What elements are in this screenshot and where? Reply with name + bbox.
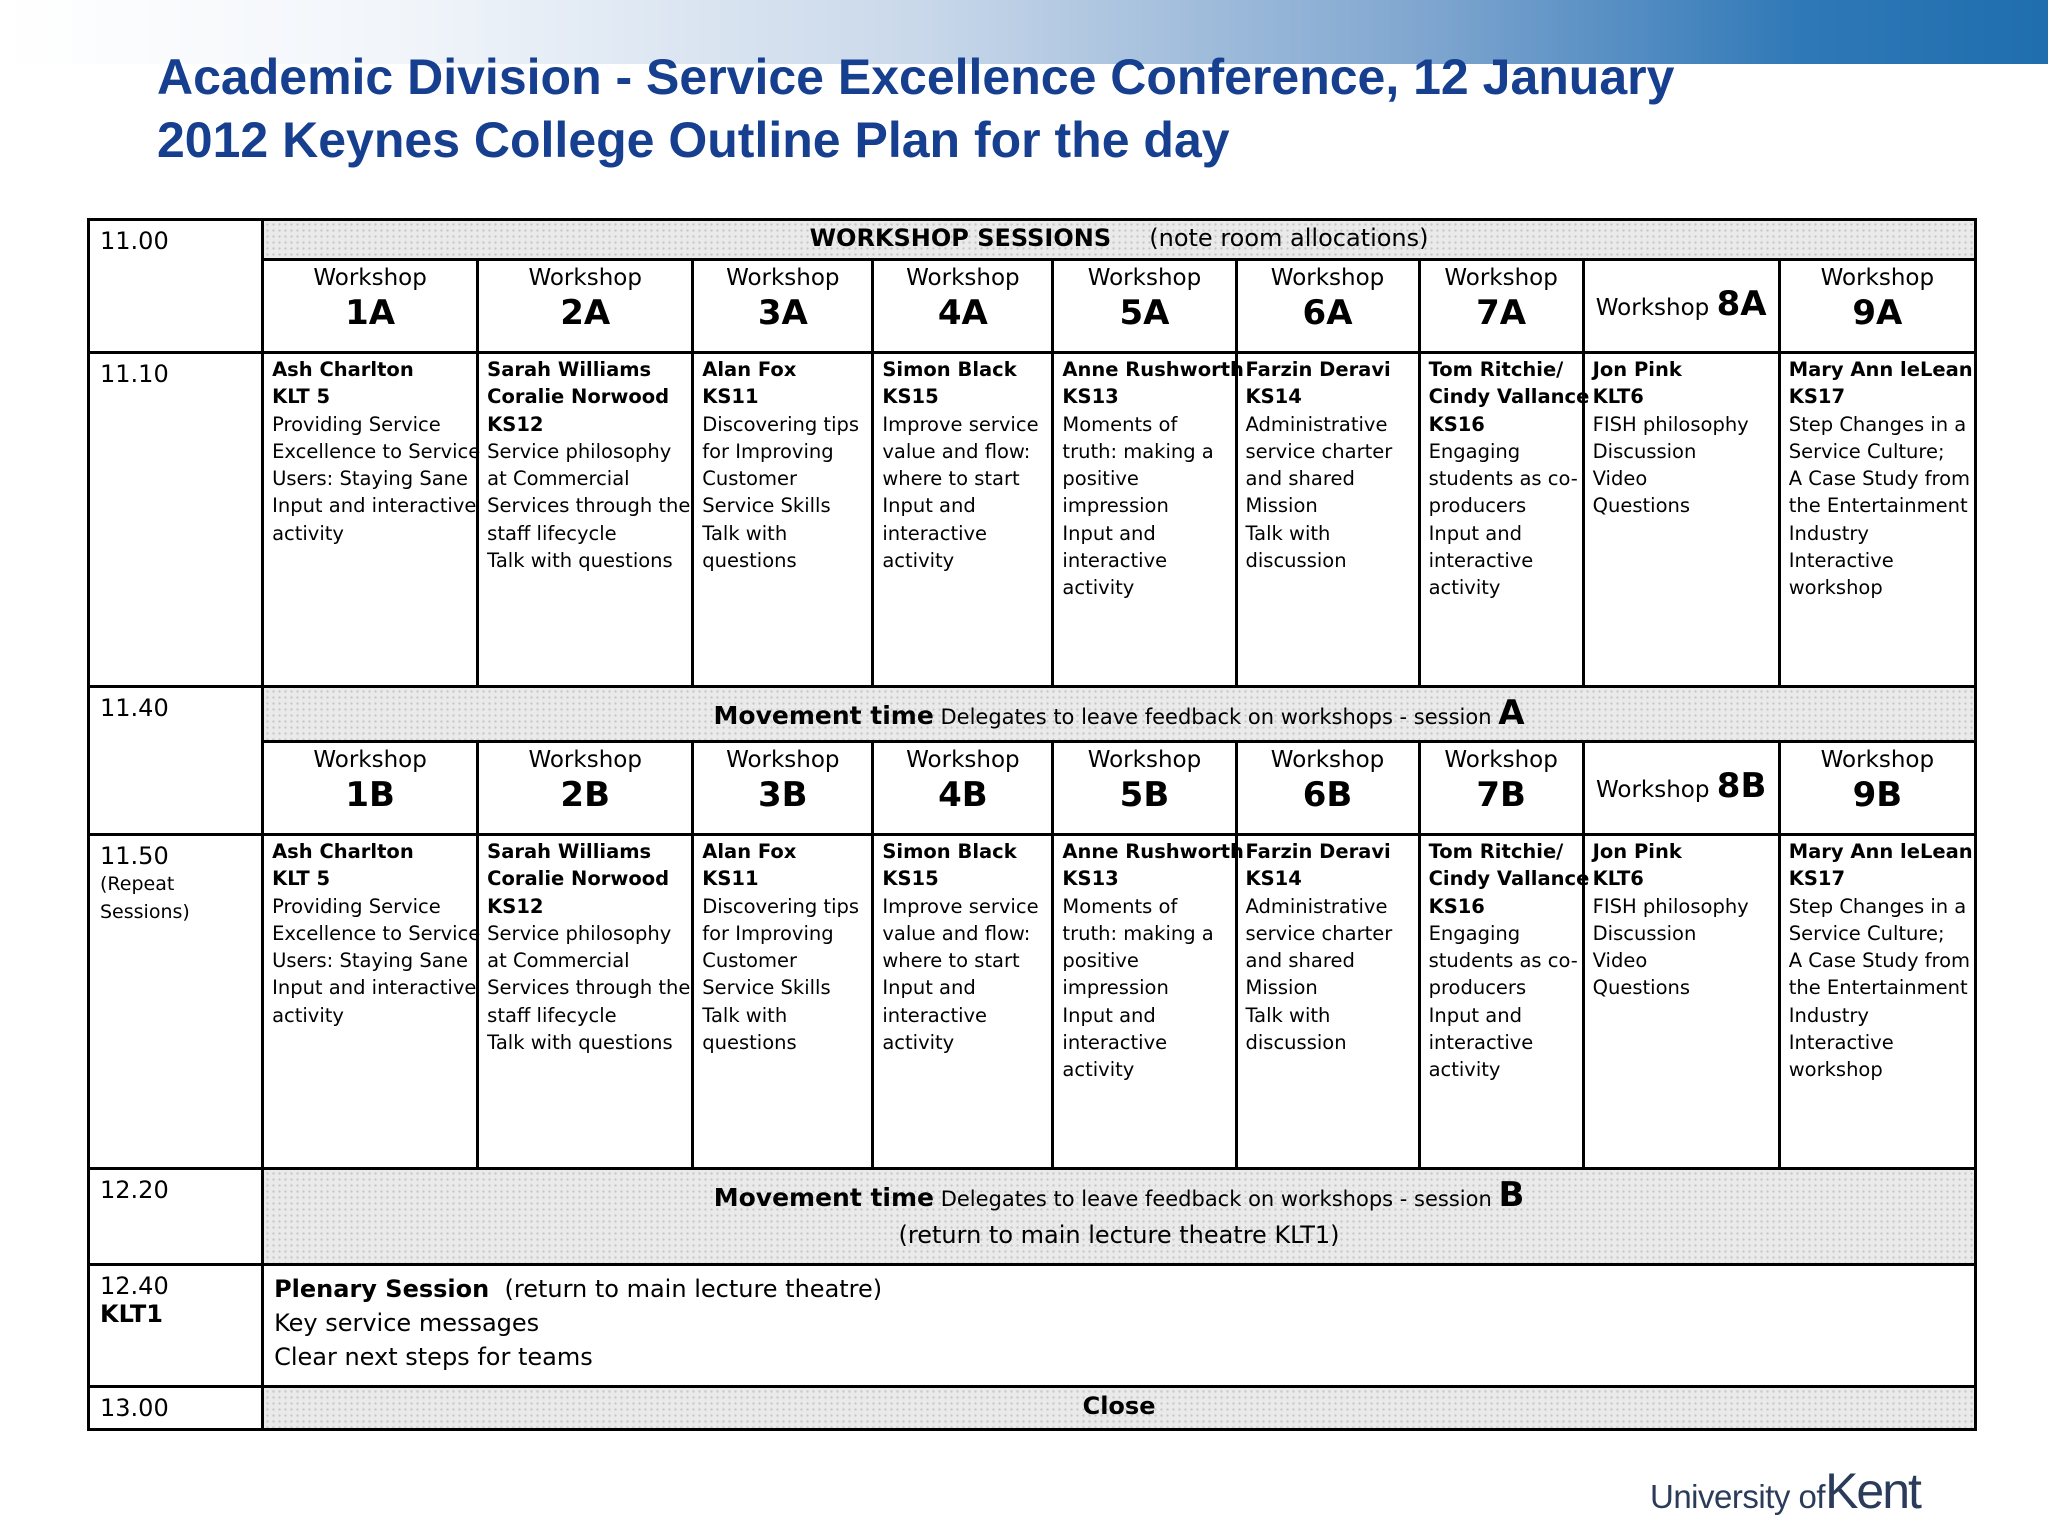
session-description-line: the Entertainment <box>1788 494 1968 518</box>
session-description-line: Input and interactive <box>272 494 477 518</box>
movement-banner-b <box>263 1169 1976 1265</box>
workshop-label: Workshop <box>1270 265 1385 291</box>
room-code: KS12 <box>487 894 544 918</box>
session-description-line: Talk with <box>702 521 788 545</box>
session-description-line: Input and <box>882 494 976 518</box>
session-cell <box>1583 353 1779 687</box>
session-description-line: Input and <box>1062 521 1156 545</box>
session-description-line: activity <box>1062 1058 1135 1082</box>
workshop-label: Workshop <box>1087 265 1202 291</box>
speaker-name: Alan Fox <box>702 840 797 863</box>
session-description-line: Interactive <box>1788 1031 1894 1055</box>
return-note: (return to main lecture theatre KLT1) <box>898 1221 1340 1249</box>
room-code: KS11 <box>702 385 759 409</box>
workshop-code: 2A <box>560 293 611 333</box>
session-description-line: Interactive <box>1788 549 1894 573</box>
workshop-header-cell <box>693 260 873 353</box>
session-description-line: Discussion <box>1592 921 1697 945</box>
workshop-code: 5B <box>1119 775 1170 815</box>
close-label: Close <box>1082 1392 1156 1420</box>
session-description-line: interactive <box>882 1003 988 1027</box>
session-description-line: Administrative <box>1245 412 1388 436</box>
session-description-line: activity <box>1428 576 1501 600</box>
university-of-kent-logo <box>1650 1462 1960 1518</box>
workshop-code: 2B <box>560 775 610 815</box>
session-description-line: Input and <box>882 976 976 1000</box>
session-description-line: Talk with <box>1245 1003 1331 1027</box>
workshop-code: 3B <box>758 775 808 815</box>
room-code: KS17 <box>1788 867 1846 891</box>
session-description-line: and shared <box>1245 949 1355 973</box>
session-description-line: Providing Service <box>272 894 441 918</box>
speaker-name: Anne Rushworth <box>1062 358 1244 381</box>
session-cell <box>693 353 873 687</box>
session-description-line: Input and <box>1428 521 1522 545</box>
session-description-line: impression <box>1062 976 1169 1000</box>
room-code: KS16 <box>1428 894 1485 918</box>
session-description-line: Mission <box>1245 976 1318 1000</box>
time-label: 12.40 <box>100 1272 169 1300</box>
workshop-label: Workshop <box>1820 265 1935 291</box>
workshop-label: Workshop <box>726 265 840 291</box>
table-row <box>89 353 1976 687</box>
session-description-line: producers <box>1428 494 1527 518</box>
session-description-line: at Commercial <box>487 467 630 491</box>
session-description-line: Step Changes in a <box>1788 412 1967 436</box>
workshop-header-cell <box>1583 260 1779 353</box>
session-description-line: staff lifecycle <box>487 1003 617 1027</box>
workshop-code: 1A <box>345 293 396 333</box>
table-row <box>89 260 1976 353</box>
table-row <box>89 687 1976 742</box>
session-description-line: Questions <box>1592 494 1691 518</box>
session-description-line: Service Skills <box>702 494 831 518</box>
session-description-line: activity <box>1428 1058 1501 1082</box>
table-row <box>89 1169 1976 1265</box>
session-description-line: Service philosophy <box>487 921 672 945</box>
session-cell <box>873 835 1053 1169</box>
session-description-line: staff lifecycle <box>487 521 617 545</box>
room-code: Cindy Vallance <box>1428 867 1590 891</box>
time-label: 12.20 <box>100 1176 169 1204</box>
session-description-line: Video <box>1592 949 1648 973</box>
session-cell <box>1419 353 1590 687</box>
session-cell <box>263 353 481 687</box>
workshop-header-cell <box>693 742 873 835</box>
workshop-code: 7B <box>1476 775 1526 815</box>
time-label: 13.00 <box>100 1394 169 1422</box>
room-code: KS13 <box>1062 385 1119 409</box>
table-row <box>89 1387 1976 1430</box>
table-row <box>89 835 1976 1169</box>
session-description-line: Administrative <box>1245 894 1388 918</box>
session-description-line: for Improving <box>702 921 834 945</box>
session-description-line: Input and <box>1062 1003 1156 1027</box>
session-description-line: discussion <box>1245 549 1347 573</box>
time-label: 11.50 <box>100 842 169 870</box>
time-cell <box>89 687 263 835</box>
session-description-line: interactive <box>1428 1031 1534 1055</box>
room-code: KS14 <box>1245 867 1302 891</box>
workshop-header-cell <box>478 260 693 353</box>
workshop-header-cell <box>1236 742 1419 835</box>
workshop-label: Workshop <box>1270 747 1385 773</box>
speaker-name: Mary Ann leLean <box>1788 358 1973 381</box>
session-description-line: Step Changes in a <box>1788 894 1967 918</box>
workshop-code: 9B <box>1852 775 1903 815</box>
room-code: KS11 <box>702 867 759 891</box>
session-cell <box>693 835 873 1169</box>
session-description-line: Service philosophy <box>487 439 672 463</box>
movement-label: Movement time <box>713 701 934 730</box>
session-description-line: for Improving <box>702 439 834 463</box>
session-description-line: Services through the <box>487 494 691 518</box>
movement-banner-a <box>263 687 1976 742</box>
session-description-line: Services through the <box>487 976 691 1000</box>
workshop-heading-inline <box>1585 743 1778 833</box>
session-description-line: truth: making a <box>1062 439 1214 463</box>
room-code: KS13 <box>1062 867 1119 891</box>
session-description-line: Discovering tips <box>702 412 860 436</box>
time-cell <box>89 1387 263 1430</box>
speaker-name: Anne Rushworth <box>1062 840 1244 863</box>
workshop-label: Workshop <box>1444 265 1558 291</box>
workshop-heading-inline <box>1585 261 1778 351</box>
session-description-line: workshop <box>1788 1058 1883 1082</box>
session-description-line: interactive <box>1062 549 1168 573</box>
session-cell <box>478 353 693 687</box>
session-description-line: value and flow: <box>882 439 1031 463</box>
workshop-header-cell <box>1779 742 1975 835</box>
room-code: KS16 <box>1428 412 1485 436</box>
session-description-line: FISH philosophy <box>1592 412 1749 436</box>
workshop-label: Workshop <box>1087 747 1202 773</box>
session-description-line: value and flow: <box>882 921 1031 945</box>
workshop-sessions-banner <box>263 220 1976 260</box>
room-code: Coralie Norwood <box>487 867 670 891</box>
speaker-name: Tom Ritchie/ <box>1428 840 1564 863</box>
workshop-header-cell <box>1779 260 1975 353</box>
session-cell <box>1053 835 1244 1169</box>
workshop-label: Workshop <box>1444 747 1558 773</box>
session-description-line: Moments of <box>1062 894 1178 918</box>
session-description-line: activity <box>272 1003 344 1027</box>
speaker-name: Tom Ritchie/ <box>1428 358 1564 381</box>
time-cell <box>89 1169 263 1265</box>
workshop-code: 8A <box>1716 284 1767 324</box>
session-description-line: Improve service <box>882 894 1039 918</box>
workshop-header-cell <box>873 260 1053 353</box>
session-description-line: where to start <box>882 949 1020 973</box>
session-description-line: discussion <box>1245 1031 1347 1055</box>
session-description-line: Talk with <box>702 1003 788 1027</box>
session-description-line: positive <box>1062 467 1139 491</box>
movement-text: Delegates to leave feedback on workshops - session <box>940 705 1492 729</box>
room-code: KS14 <box>1245 385 1302 409</box>
workshop-sessions-title: WORKSHOP SESSIONS <box>809 224 1112 252</box>
session-description-line: interactive <box>1428 549 1534 573</box>
workshop-code: 8B <box>1716 766 1767 806</box>
session-cell <box>873 353 1053 687</box>
session-description-line: Excellence to Service <box>272 439 481 463</box>
workshop-sessions-note: (note room allocations) <box>1149 224 1429 252</box>
session-cell <box>1779 835 1975 1169</box>
speaker-name: Alan Fox <box>702 358 797 381</box>
session-cell <box>1583 835 1779 1169</box>
workshop-code: 5A <box>1119 293 1170 333</box>
speaker-name: Simon Black <box>882 358 1017 381</box>
plenary-note: (return to main lecture theatre) <box>504 1275 883 1303</box>
workshop-label: Workshop <box>528 747 642 773</box>
speaker-name: Jon Pink <box>1592 840 1682 863</box>
room-code: Coralie Norwood <box>487 385 670 409</box>
workshop-header-cell <box>1053 260 1236 353</box>
session-description-line: service charter <box>1245 439 1393 463</box>
time-cell <box>89 835 263 1169</box>
speaker-name: Sarah Williams <box>487 358 652 381</box>
workshop-code: 3A <box>757 293 808 333</box>
session-description-line: interactive <box>882 521 988 545</box>
workshop-header-cell <box>263 260 478 353</box>
logo-university-text: University of <box>1650 1478 1826 1515</box>
time-label: 11.00 <box>100 227 169 255</box>
close-banner <box>263 1387 1976 1430</box>
session-description-line: where to start <box>882 467 1020 491</box>
session-cell <box>263 835 481 1169</box>
room-code: Cindy Vallance <box>1428 385 1590 409</box>
speaker-name: Farzin Deravi <box>1245 840 1391 863</box>
plenary-label: Plenary Session <box>274 1275 490 1303</box>
session-description-line: interactive <box>1062 1031 1168 1055</box>
plenary-line-1: Key service messages <box>274 1309 540 1337</box>
workshop-label: Workshop <box>528 265 642 291</box>
time-cell <box>89 1265 263 1387</box>
workshop-code: 4B <box>938 775 988 815</box>
session-description-line: Moments of <box>1062 412 1178 436</box>
workshop-label: Workshop <box>313 747 427 773</box>
movement-label: Movement time <box>713 1183 935 1212</box>
session-description-line: Questions <box>1592 976 1691 1000</box>
room-code: KS17 <box>1788 385 1846 409</box>
session-description-line: Users: Staying Sane <box>272 949 469 973</box>
page-title: Academic Division - Service Excellence Conference, 12 January 2012 Keynes College Outline Plan for the day <box>157 49 1675 168</box>
session-description-line: Customer <box>702 467 797 491</box>
schedule-table <box>87 218 1977 1431</box>
workshop-header-cell <box>873 742 1053 835</box>
session-description-line: Discussion <box>1592 439 1697 463</box>
session-description-line: activity <box>272 521 344 545</box>
workshop-code: 9A <box>1852 293 1903 333</box>
session-description-line: activity <box>882 1031 955 1055</box>
session-cell <box>1236 835 1419 1169</box>
session-description-line: Providing Service <box>272 412 441 436</box>
plenary-line-2: Clear next steps for teams <box>274 1343 593 1371</box>
time-cell <box>89 220 263 353</box>
room-code: KLT6 <box>1592 867 1644 891</box>
session-description-line: Talk with <box>1245 521 1331 545</box>
session-description-line: Users: Staying Sane <box>272 467 469 491</box>
session-description-line: Engaging <box>1428 439 1521 463</box>
session-description-line: Improve service <box>882 412 1039 436</box>
room-code: KLT6 <box>1592 385 1644 409</box>
session-cell <box>1779 353 1975 687</box>
table-row <box>89 742 1976 835</box>
workshop-header-cell <box>1419 742 1583 835</box>
room-code: KS12 <box>487 412 544 436</box>
session-description-line: Customer <box>702 949 797 973</box>
workshop-header-cell <box>1053 742 1236 835</box>
time-label: 11.40 <box>100 694 169 722</box>
repeat-sessions-note: (Repeat Sessions) <box>100 873 190 923</box>
room-code: KLT 5 <box>272 385 331 409</box>
session-description-line: and shared <box>1245 467 1355 491</box>
session-description-line: truth: making a <box>1062 921 1214 945</box>
workshop-label: Workshop <box>1595 777 1710 803</box>
session-description-line: Discovering tips <box>702 894 860 918</box>
workshop-label: Workshop <box>1820 747 1935 773</box>
session-description-line: Input and <box>1428 1003 1522 1027</box>
room-code: KS15 <box>882 385 939 409</box>
session-letter: B <box>1498 1175 1525 1215</box>
session-description-line: Engaging <box>1428 921 1521 945</box>
speaker-name: Mary Ann leLean <box>1788 840 1973 863</box>
session-description-line: Industry <box>1788 1003 1869 1027</box>
session-description-line: producers <box>1428 976 1527 1000</box>
session-description-line: students as co- <box>1428 949 1578 973</box>
workshop-header-cell <box>263 742 478 835</box>
room-code: KS15 <box>882 867 939 891</box>
session-description-line: A Case Study from <box>1788 949 1971 973</box>
session-description-line: Service Culture; <box>1788 921 1945 945</box>
session-description-line: activity <box>882 549 955 573</box>
room-label: KLT1 <box>100 1300 163 1328</box>
workshop-header-cell <box>1236 260 1419 353</box>
session-description-line: Video <box>1592 467 1648 491</box>
workshop-code: 6A <box>1302 293 1353 333</box>
workshop-code: 1B <box>345 775 395 815</box>
session-description-line: the Entertainment <box>1788 976 1968 1000</box>
session-description-line: activity <box>1062 576 1135 600</box>
movement-text: Delegates to leave feedback on workshops - session <box>940 1187 1492 1211</box>
speaker-name: Ash Charlton <box>272 358 414 381</box>
session-description-line: positive <box>1062 949 1139 973</box>
workshop-label: Workshop <box>313 265 427 291</box>
session-description-line: FISH philosophy <box>1592 894 1749 918</box>
plenary-cell <box>263 1265 1976 1387</box>
table-row <box>89 1265 1976 1387</box>
table-row <box>89 220 1976 260</box>
session-description-line: questions <box>702 1031 797 1055</box>
speaker-name: Sarah Williams <box>487 840 652 863</box>
session-letter: A <box>1498 693 1525 733</box>
session-description-line: Service Culture; <box>1788 439 1945 463</box>
time-cell <box>89 353 263 687</box>
session-cell <box>478 835 693 1169</box>
workshop-label: Workshop <box>726 747 840 773</box>
workshop-label: Workshop <box>906 747 1020 773</box>
speaker-name: Ash Charlton <box>272 840 414 863</box>
session-description-line: Service Skills <box>702 976 831 1000</box>
session-description-line: Talk with questions <box>487 1031 673 1055</box>
session-description-line: Mission <box>1245 494 1318 518</box>
logo-kent-text: Kent <box>1825 1463 1920 1519</box>
session-description-line: Input and interactive <box>272 976 477 1000</box>
session-description-line: impression <box>1062 494 1169 518</box>
session-cell <box>1236 353 1419 687</box>
session-description-line: workshop <box>1788 576 1883 600</box>
session-description-line: questions <box>702 549 797 573</box>
workshop-code: 4A <box>937 293 988 333</box>
session-description-line: Talk with questions <box>487 549 673 573</box>
session-description-line: Excellence to Service <box>272 921 481 945</box>
workshop-header-cell <box>478 742 693 835</box>
workshop-label: Workshop <box>906 265 1020 291</box>
workshop-label: Workshop <box>1595 295 1710 321</box>
session-description-line: at Commercial <box>487 949 630 973</box>
session-description-line: Industry <box>1788 521 1869 545</box>
workshop-code: 6B <box>1302 775 1353 815</box>
session-cell <box>1053 353 1244 687</box>
time-label: 11.10 <box>100 360 169 388</box>
session-description-line: service charter <box>1245 921 1393 945</box>
workshop-code: 7A <box>1476 293 1527 333</box>
session-description-line: students as co- <box>1428 467 1578 491</box>
room-code: KLT 5 <box>272 867 331 891</box>
speaker-name: Jon Pink <box>1592 358 1682 381</box>
speaker-name: Farzin Deravi <box>1245 358 1391 381</box>
session-cell <box>1419 835 1590 1169</box>
workshop-header-cell <box>1419 260 1583 353</box>
workshop-header-cell <box>1583 742 1779 835</box>
speaker-name: Simon Black <box>882 840 1017 863</box>
session-description-line: A Case Study from <box>1788 467 1971 491</box>
